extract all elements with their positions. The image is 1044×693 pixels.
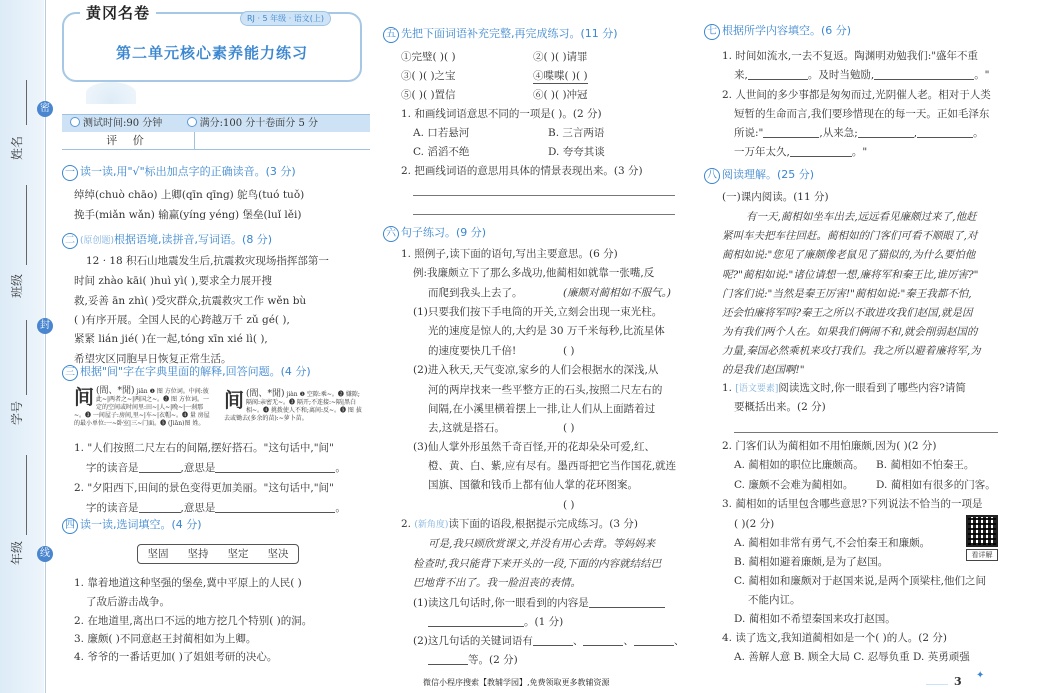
prompt-meaning: ,意思是 [180,462,216,474]
section-6-number: 六 [383,226,399,242]
keyword-blank[interactable] [634,645,674,646]
sub-question-2-cont [428,653,518,667]
passage-line: 紧叫车夫把车往回赶。蔺相如的门客们可看不顺眼了,对 [722,230,978,242]
text: 。及时当勉励, [807,69,875,81]
word-bank [137,544,299,564]
poem-blank[interactable] [858,137,914,138]
idiom-3[interactable]: ③( )( )之宝 [401,70,456,82]
section-2-title [62,231,272,249]
word-option: 坚决 [267,548,289,560]
language-element-tag: [语文要素] [735,384,779,394]
question-8-3: 3. 蔺相如的话里包含哪些意思?下列说法不恰当的一项是 [722,498,983,510]
passage-line: 呢?"蔺相如说:"诸位请想一想,廉将军和秦王比,谁厉害?" [722,269,979,281]
passage-line[interactable]: 紧紧 lián jié( )在一起,tóng xīn xié lì( ), [74,333,268,345]
section-4-text: 读一读,选词填空。(4 分) [80,518,202,531]
section-6-title [383,224,486,242]
sub-question-1-cont [428,615,563,629]
text: 。" [851,146,868,158]
fill-line [734,145,867,159]
fill-line: 所说:" ,从来急; , 。 [734,127,984,139]
qr-label[interactable]: 看详解 [966,549,998,561]
answer-line[interactable] [734,432,998,433]
student-id-field[interactable] [26,320,27,395]
example-line: 例:我廉颇立下了那么多战功,他蔺相如就靠一张嘴,反 [413,267,655,279]
option-c[interactable]: C. 廉颇不会难为蔺相如。 [734,479,854,491]
question-6-1: 1. 照例子,读下面的语句,写出主要意思。(6 分) [401,248,618,260]
name-field[interactable] [26,80,27,125]
student-id-label: 学号 [10,400,24,425]
idiom-1[interactable]: ①完璧( )( ) [401,51,456,63]
fill-item[interactable]: 2. 在地道里,离出口不远的地方挖几个特别( )的洞。 [74,615,313,627]
section-7-text: 根据所学内容填空。(6 分) [722,24,852,37]
poem-blank[interactable] [790,156,852,157]
dict-variants: (間、*閒) [246,389,285,399]
option-b[interactable]: B. 蔺相如不怕秦王。 [876,459,975,471]
page-number: 3 [954,675,962,688]
passage-line[interactable]: ( )有序开展。全国人民的心跨越万千 zǔ gé( ), [74,314,290,326]
fill-item[interactable]: 3. 廉颇( )不同意赵王封蔺相如为上卿。 [74,633,257,645]
prompt-reading: 字的读音是 [86,502,139,514]
text: 一万年太久, [734,146,790,158]
column-middle [383,0,688,693]
option-b[interactable]: B. 蔺相如避着廉颇,是为了赵国。 [734,556,889,568]
sub-question-1-text: (1)读这几句话时,你一眼看到的内容是 [413,597,589,609]
planet-illustration [86,82,136,104]
grade-field[interactable] [26,455,27,535]
question-3-2-answer: 字的读音是 ,意思是 。 [86,502,346,514]
section-8-text: 阅读理解。(25 分) [722,168,815,181]
idiom-4-underlined[interactable]: ④喋喋( )( ) [533,70,588,82]
section-1-text: 读一读,用"√"标出加点字的正确读音。(3 分) [80,165,296,178]
sentence-3: (3)仙人掌外形虽然千奇百怪,开的花却朵朵可爱,红、 [413,441,656,453]
passage-line: 门客们说:"当然是秦王厉害!"蔺相如说:"秦王我都不怕, [722,288,972,300]
section-3-title [62,363,311,381]
passage-line: 可是,我只顾欣赏课文,并没有用心去背。等妈妈来 [428,538,656,550]
keyword-blank[interactable] [583,645,623,646]
question-8-2[interactable]: 2. 门客们认为蔺相如不用怕廉颇,因为( )(2 分) [722,440,937,452]
brand-text: 黄冈名卷 [86,4,151,22]
sentence-3: 橙、黄、白、紫,应有尽有。墨西哥把它当作国花,就连 [428,460,677,472]
section-5-text: 先把下面词语补充完整,再完成练习。(11 分) [401,27,618,40]
question-6-2-text: 读下面的语段,根据提示完成练习。(3 分) [448,518,638,530]
question-8-1: 1. [语文要素]阅读选文时,你一眼看到了哪些内容?请简 [722,382,966,394]
example-line: 而爬到我头上去了。 [428,287,523,299]
answer-line[interactable] [413,214,675,215]
sub-question-1 [413,596,665,610]
passage-line[interactable]: 救,妥善 ān zhì( )受灾群众,抗震救灾工作 wěn bù [74,295,307,307]
class-label: 班级 [10,273,24,298]
name-label: 姓名 [10,135,24,160]
evaluation-label: 评 价 [62,132,195,150]
section-8-number: 八 [704,168,720,184]
option-d[interactable]: D. 蔺相如有很多的门客。 [876,479,996,491]
question-8-4-options[interactable]: A. 善解人意 B. 顾全大局 C. 忍辱负重 D. 英勇顽强 [734,651,970,663]
fill-line [734,68,990,82]
column-right [704,0,1004,693]
word-option: 坚持 [187,548,209,560]
score-note: 。(1 分) [524,616,564,628]
text: ,从来急; [819,127,858,139]
fill-line: 2. 人世间的多少事都是匆匆而过,光阴催人老。相对于人类 [722,89,991,101]
word-option: 坚定 [227,548,249,560]
question-3-1-answer: 字的读音是 ,意思是 。 [86,462,346,474]
page-divider [926,684,948,685]
check-icon [187,117,197,127]
question-8-3-cont[interactable]: ( )(2 分) [734,518,775,530]
passage-line: 力量,秦国必然乘机来攻打我们。我之所以避着廉将军,为 [722,345,981,357]
passage-line: 有一天,蔺相如坐车出去,远远看见廉颇过来了,他赶 [746,211,977,223]
question-6-2: 2. (新角度)读下面的语段,根据提示完成练习。(3 分) [401,518,638,530]
prompt-reading: 字的读音是 [86,462,139,474]
idiom-5[interactable]: ⑤( )( )置信 [401,89,456,101]
dictionary-entry-jian1 [74,387,214,428]
section-6-text: 句子练习。(9 分) [401,226,487,239]
section-8-title [704,166,814,184]
evaluation-row [62,132,370,150]
answer-blank[interactable] [428,626,524,627]
seal-feng: 封 [37,318,53,334]
option-c[interactable]: C. 滔滔不绝 [413,146,470,158]
poem-blank[interactable] [748,79,808,80]
question-8-1-text: 阅读选文时,你一眼看到了哪些内容?请简 [778,382,966,394]
question-5-2: 2. 把画线词语的意思用具体的情景表现出来。(3 分) [401,165,643,177]
meaning-blank[interactable] [215,512,335,513]
full-score: 满分:100 分十卷面分 5 分 [199,118,319,129]
option-d[interactable]: D. 蔺相如不希望秦国来攻打赵国。 [734,613,896,625]
answer-paren[interactable]: ( ) [563,499,575,511]
section-3-number: 三 [62,365,78,381]
passage-line: 希望灾区同胞早日恢复正常生活。 [74,353,232,365]
test-info-bar [62,114,370,132]
text: 。 [973,127,984,139]
keyword-blank[interactable] [533,645,573,646]
option-d[interactable]: D. 夸夸其谈 [548,146,605,158]
fill-line: 1. 时间如流水,一去不复返。陶渊明劝勉我们:"盛年不重 [722,50,979,62]
passage-line: 检查时,我只能背下来开头的一段,下面的内容就结结巴 [413,558,662,570]
poem-blank[interactable] [874,79,974,80]
sentence-3: 国旗、国徽和钱币上都有仙人掌的花环图案。 [428,479,638,491]
grade-badge: RJ · 5 年级 · 语文(上) [240,11,331,26]
seal-xian: 线 [37,546,53,562]
answer-paren[interactable]: ( ) [563,422,575,434]
clock-icon [70,117,80,127]
dict-variants: (間、*閒) [96,386,135,396]
question-8-4[interactable]: 4. 读了选文,我知道蔺相如是一个( )的人。(2 分) [722,632,947,644]
new-angle-tag: (新角度) [414,520,449,530]
grade-label: 年级 [10,540,24,565]
section-7-title [704,22,851,40]
answer-paren[interactable]: ( ) [563,345,575,357]
option-c[interactable]: C. 蔺相如和廉颇对于赵国来说,是两个顶梁柱,他们之间 [734,575,987,587]
example-answer: (廉颇对蔺相如不服气。) [563,287,671,299]
word-option: 坚固 [147,548,169,560]
subsection-title: (一)课内阅读。(11 分) [722,191,829,203]
column-left [62,0,370,693]
passage-line: 蔺相如说:"您见了廉颇像老鼠见了猫似的,为什么要怕他 [722,249,976,261]
sentence-1: 的速度要快几千倍! [428,345,517,357]
sentence-2: 去,这就是搭石。 [428,422,505,434]
sentence-2: 间隔,在小溪里横着摆上一排,让人们从上面踏着过 [428,403,656,415]
sentence-1: (1)只要我们按下手电筒的开关,立刻会出现一束光柱。 [413,306,663,318]
fill-item-cont: 了敌后游击战争。 [86,596,170,608]
sub-question-2: (2)这几句话的关键词语有 、 、 、 [413,635,685,647]
dict-char: 间 [74,385,94,409]
text: 来, [734,69,748,81]
section-2-text: 根据语境,读拼音,写词语。(8 分) [114,233,273,246]
section-7-number: 七 [704,24,720,40]
sentence-2: (2)进入秋天,天气变凉,家乡的人们会根据水的深浅,从 [413,364,659,376]
sentence-2: 河的两岸找来一些平整方正的石头,按照二尺左右的 [428,384,663,396]
class-field[interactable] [26,185,27,265]
meaning-blank[interactable] [215,472,335,473]
option-c-cont: 不能内讧。 [748,594,801,606]
score-note: 等。(2 分) [468,654,518,666]
question-3-2: 2. "夕阳西下,田间的景色变得更加美丽。"这句话中,"间" [74,482,334,494]
section-4-number: 四 [62,518,78,534]
poem-blank[interactable] [763,137,819,138]
prompt-meaning: ,意思是 [180,502,216,514]
option-a[interactable]: A. 蔺相如的职位比廉颇高。 [734,459,864,471]
fill-item[interactable]: 4. 爷爷的一番话更加( )了姐姐考研的决心。 [74,651,278,663]
section-3-text: 根据"间"字在字典里面的解释,回答问题。(4 分) [80,365,311,378]
promo-footer: 微信小程序搜索【教辅学园】,免费领取更多教辅资源 [423,678,610,687]
passage-line: 12 · 18 积石山地震发生后,抗震救灾现场指挥部第一 [86,255,329,267]
idiom-6[interactable]: ⑥( )( )冲冠 [533,89,588,101]
test-time: 测试时间:90 分钟 [83,118,163,129]
keyword-blank[interactable] [428,664,468,665]
passage-line[interactable]: 时间 zhào kāi( )huì yì( ),要求全力展开搜 [74,275,272,287]
section-1-title [62,163,296,181]
section-5-title [383,25,618,43]
passage-line: 还会怕廉将军吗?秦王之所以不敢进攻我们赵国,就是因 [722,307,973,319]
text: 所说:" [734,127,764,139]
section-2-number: 二 [62,233,78,249]
reading-blank[interactable] [139,512,181,513]
pinyin-row-2[interactable]: 挽手(miǎn wǎn) 输赢(yíng yéng) 堡垒(luǐ lěi) [74,209,302,221]
answer-line[interactable] [413,195,675,196]
option-a[interactable]: A. 蔺相如非常有勇气,不会怕秦王和廉颇。 [734,537,931,549]
passage-line: 巴地背不出了。我一脸沮丧的表情。 [413,577,581,589]
reading-blank[interactable] [139,472,181,473]
option-a[interactable]: A. 口若悬河 [413,127,470,139]
star-icon: ✦ [976,670,985,681]
section-1-number: 一 [62,165,78,181]
text: 。" [974,69,990,81]
question-3-1: 1. "人们按照二尺左右的间隔,摆好搭石。"这句话中,"间" [74,442,334,454]
section-5-number: 五 [383,27,399,43]
sub-question-2-text: (2)这几句话的关键词语有 [413,635,533,647]
idiom-2[interactable]: ②( )( )请罪 [533,51,588,63]
option-b[interactable]: B. 三言两语 [548,127,605,139]
passage-line: 的是我们赵国啊!" [722,364,805,376]
qr-code[interactable] [966,515,998,547]
dictionary-entry-jian2 [224,390,362,423]
fill-line: 短暂的生命而言,我们要珍惜现在的每一天。正如毛泽东 [734,108,990,120]
question-5-1[interactable]: 1. 和画线词语意思不同的一项是( )。(2 分) [401,108,602,120]
sentence-1: 光的速度是惊人的,大约是 30 万千米每秒,比流星体 [428,325,665,337]
dict-char: 间 [224,388,244,412]
answer-blank[interactable] [589,607,665,608]
brand-logo [80,2,156,23]
pinyin-row-1[interactable]: 绰绰(chuò chāo) 上卿(qīn qīng) 鸵鸟(tuó tuǒ) [74,189,305,201]
passage-line: 为有我们两个人在。如果我们俩闹不和,就会削弱赵国的 [722,326,978,338]
fill-item[interactable]: 1. 靠着地道这种坚强的堡垒,冀中平原上的人民( ) [74,577,302,589]
poem-blank[interactable] [917,137,973,138]
dict-definition: jiān ❶ 图 方位词。中间:彼此~|两者之~|两国之~。❷ 图 方位词。一定的空间或时间里:田~|人~|晚~|一刹那~。❸ 一间屋子:房间,里~|车~|衣帽~。❹ 量 房屋的最小单位:一~卧室|三~门面。❺ (Jiān)图 姓。 [74,388,210,427]
section-4-title [62,516,202,534]
question-8-1-cont: 要概括出来。(2 分) [734,401,826,413]
seal-mi: 密 [37,101,53,117]
original-tag: (原创题) [80,236,115,246]
dict-definition: jiàn ❶ 空隙:乘~。❷ 嫌隙;隔阂:亲密无~。❸ 隔开;不连接:~隔|黑白相~。❹ 挑拨使人不和;离间:反~。❺ 图 拔去或锄去(多余的苗):~萝卜苗。 [224,391,362,422]
page-title: 第二单元核心素养能力练习 [115,44,308,62]
